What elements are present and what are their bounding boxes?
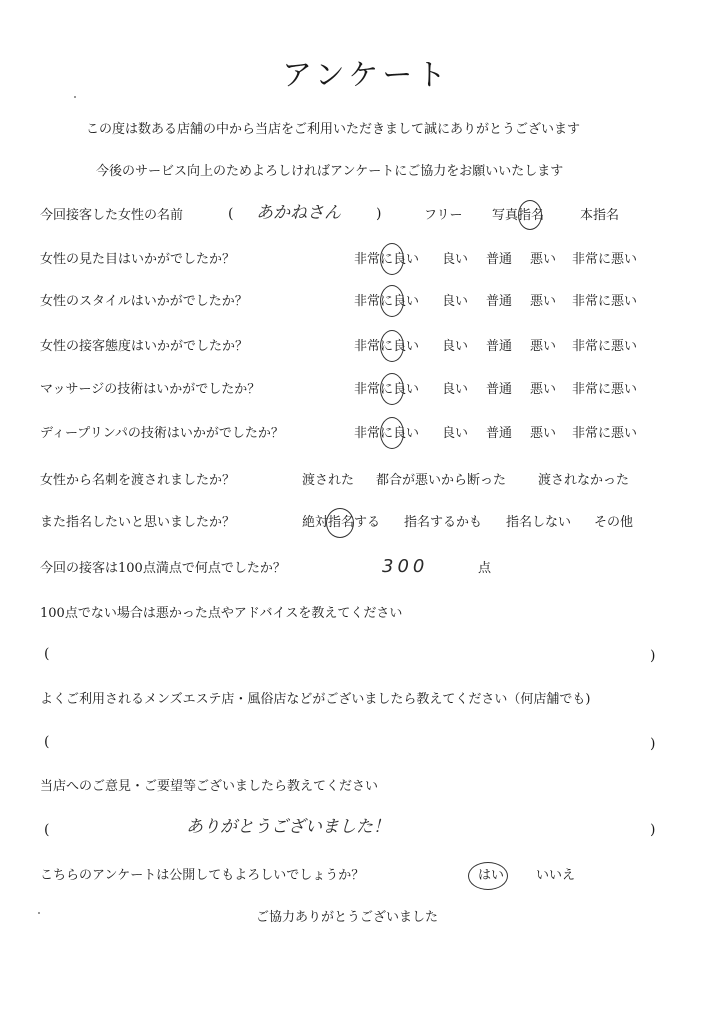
option-very-bad[interactable]: 非常に悪い [572, 426, 638, 441]
scan-speck [74, 96, 76, 98]
option-very-bad[interactable]: 非常に悪い [572, 382, 638, 397]
option-very-bad[interactable]: 非常に悪い [572, 294, 638, 309]
staff-name-value[interactable]: あかねさん [256, 203, 341, 223]
selection-circle [326, 508, 354, 538]
option-bad[interactable]: 悪い [530, 252, 557, 267]
option-bad[interactable]: 悪い [530, 294, 557, 309]
intro-line-2: 今後のサービス向上のためよろしければアンケートにご協力をお願いいたします [96, 164, 564, 179]
option-good[interactable]: 良い [442, 339, 469, 354]
option-very-good[interactable]: 非常に良い [354, 339, 420, 354]
opinion-close-paren: ) [650, 822, 656, 838]
rating-question-label: 女性の見た目はいかがでしたか？ [40, 252, 236, 267]
selection-circle [380, 417, 404, 449]
option-good[interactable]: 良い [442, 252, 469, 267]
name-open-paren: ( [228, 206, 234, 222]
option-received[interactable]: 渡された [302, 473, 355, 488]
option-definitely-nominate[interactable]: 絶対指名する [302, 515, 381, 530]
option-photo-nomination[interactable]: 写真指名 [492, 208, 545, 223]
option-bad[interactable]: 悪い [530, 382, 557, 397]
option-not-nominate[interactable]: 指名しない [506, 515, 572, 530]
advice-input[interactable] [70, 646, 630, 664]
option-very-bad[interactable]: 非常に悪い [572, 339, 638, 354]
option-declined[interactable]: 都合が悪いから断った [376, 473, 507, 488]
name-close-paren: ) [376, 206, 382, 222]
rating-question-label: マッサージの技術はいかがでしたか？ [40, 382, 261, 397]
option-not-received[interactable]: 渡されなかった [538, 473, 630, 488]
rating-question-label: ディープリンパの技術はいかがでしたか？ [40, 426, 284, 441]
option-good[interactable]: 良い [442, 294, 469, 309]
option-other[interactable]: その他 [594, 515, 634, 530]
staff-name-label: 今回接客した女性の名前 [40, 208, 184, 223]
score-value[interactable]: 300 [382, 556, 429, 577]
selection-circle [380, 243, 404, 275]
selection-circle [380, 373, 404, 405]
opinion-input[interactable]: ありがとうございました！ [186, 817, 390, 837]
selection-circle [380, 330, 404, 362]
option-very-good[interactable]: 非常に良い [354, 426, 420, 441]
advice-question-label: 100点でない場合は悪かった点やアドバイスを教えてください [40, 606, 403, 621]
other-shops-question-label: よくご利用されるメンズエステ店・風俗店などがございましたら教えてください（何店舗でも) [40, 692, 591, 707]
opinion-open-paren: ( [44, 822, 50, 838]
option-bad[interactable]: 悪い [530, 426, 557, 441]
rating-question-label: 女性のスタイルはいかがでしたか？ [40, 294, 248, 309]
score-unit: 点 [478, 561, 492, 576]
option-regular-nomination[interactable]: 本指名 [580, 208, 620, 223]
option-very-good[interactable]: 非常に良い [354, 252, 420, 267]
option-very-good[interactable]: 非常に良い [354, 382, 420, 397]
intro-line-1: この度は数ある店舗の中から当店をご利用いただきまして誠にありがとうございます [86, 122, 581, 137]
option-bad[interactable]: 悪い [530, 339, 557, 354]
advice-open-paren: ( [44, 646, 50, 662]
other-shops-close-paren: ) [650, 736, 656, 752]
option-good[interactable]: 良い [442, 426, 469, 441]
option-average[interactable]: 普通 [486, 339, 513, 354]
option-average[interactable]: 普通 [486, 294, 513, 309]
option-good[interactable]: 良い [442, 382, 469, 397]
card-question-label: 女性から名刺を渡されましたか？ [40, 473, 236, 488]
repeat-question-label: また指名したいと思いましたか？ [40, 515, 236, 530]
option-very-bad[interactable]: 非常に悪い [572, 252, 638, 267]
publish-question-label: こちらのアンケートは公開してもよろしいでしょうか？ [40, 868, 365, 883]
advice-close-paren: ) [650, 648, 656, 664]
score-question-label: 今回の接客は100点満点で何点でしたか？ [40, 561, 286, 576]
other-shops-input[interactable] [70, 734, 630, 752]
selection-circle [518, 200, 542, 230]
other-shops-open-paren: ( [44, 734, 50, 750]
option-average[interactable]: 普通 [486, 382, 513, 397]
rating-question-label: 女性の接客態度はいかがでしたか？ [40, 339, 249, 354]
option-yes[interactable]: はい [478, 868, 505, 883]
selection-circle [468, 862, 508, 890]
option-very-good[interactable]: 非常に良い [354, 294, 420, 309]
option-average[interactable]: 普通 [486, 252, 513, 267]
scan-speck [38, 912, 40, 914]
opinion-question-label: 当店へのご意見・ご要望等ございましたら教えてください [40, 779, 379, 794]
selection-circle [380, 285, 404, 317]
option-average[interactable]: 普通 [486, 426, 513, 441]
page-title: アンケート [282, 58, 451, 93]
closing-message: ご協力ありがとうございました [256, 910, 439, 925]
option-free[interactable]: フリー [424, 208, 463, 223]
option-no[interactable]: いいえ [536, 868, 576, 883]
option-maybe-nominate[interactable]: 指名するかも [404, 515, 483, 530]
